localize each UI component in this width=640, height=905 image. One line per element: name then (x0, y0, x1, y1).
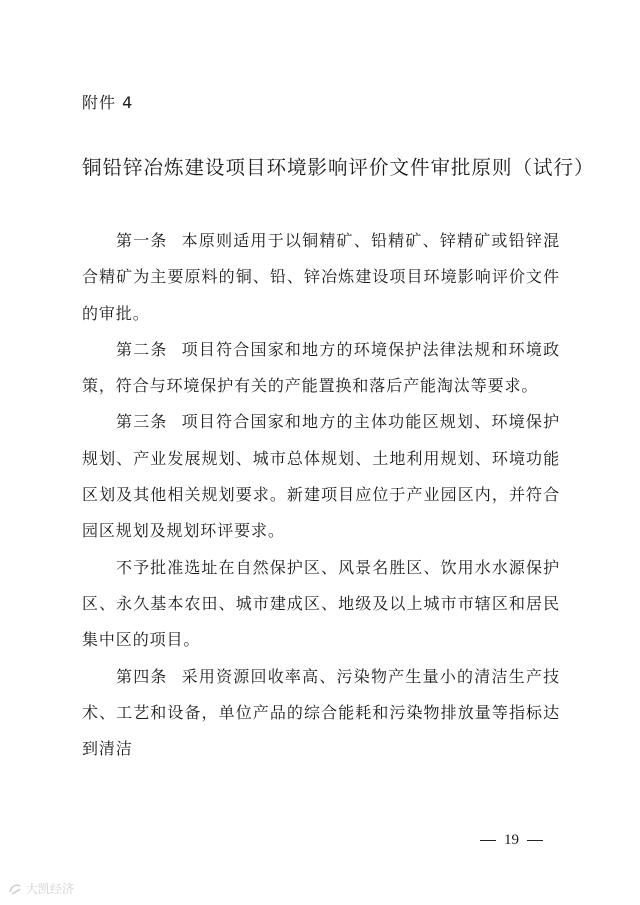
page-number: 19 (504, 832, 519, 848)
attachment-label: 附件 4 (82, 93, 134, 112)
paragraph-text: 采用资源回收率高、污染物产生量小的清洁生产技术、工艺和设备，单位产品的综合能耗和污染物排放量等指标达到清洁 (82, 666, 560, 759)
paragraph-article-2 (82, 332, 560, 405)
watermark-text: 大凯经济 (26, 882, 75, 896)
page-footer (480, 832, 543, 849)
article-number: 第一条 (116, 231, 168, 250)
paragraph-article-1 (82, 223, 560, 332)
footer-dash-right (527, 840, 543, 841)
paragraph-text: 不予批准选址在自然保护区、风景名胜区、饮用水水源保护区、永久基本农田、城市建成区、地级及以上城市市辖区和居民集中区的项目。 (82, 557, 560, 650)
document-body (82, 223, 560, 767)
footer-dash-left (480, 840, 496, 841)
article-number: 第四条 (116, 666, 168, 686)
paragraph-text: 项目符合国家和地方的环境保护法律法规和环境政策，符合与环境保护有关的产能置换和落后产能淘汰等要求。 (82, 339, 560, 396)
paragraph-text: 本原则适用于以铜精矿、铅精矿、锌精矿或铅锌混合精矿为主要原料的铜、铅、锌冶炼建设项目环境影响评价文件的审批。 (82, 231, 560, 323)
document-title: 铜铅锌冶炼建设项目环境影响评价文件审批原则（试行） (82, 156, 595, 179)
article-number: 第二条 (116, 339, 168, 359)
watermark (8, 880, 74, 897)
paragraph-text: 项目符合国家和地方的主体功能区规划、环境保护规划、产业发展规划、城市总体规划、土地利用规划、环境功能区划及其他相关规划要求。新建项目应位于产业园区内，并符合园区规划及规划环评要求。 (82, 412, 560, 541)
paragraph-article-3 (82, 404, 560, 549)
paragraph-article-3-continued (82, 550, 560, 659)
brand-mark-icon (8, 882, 22, 896)
article-number: 第三条 (116, 412, 168, 432)
paragraph-article-4 (82, 659, 560, 768)
